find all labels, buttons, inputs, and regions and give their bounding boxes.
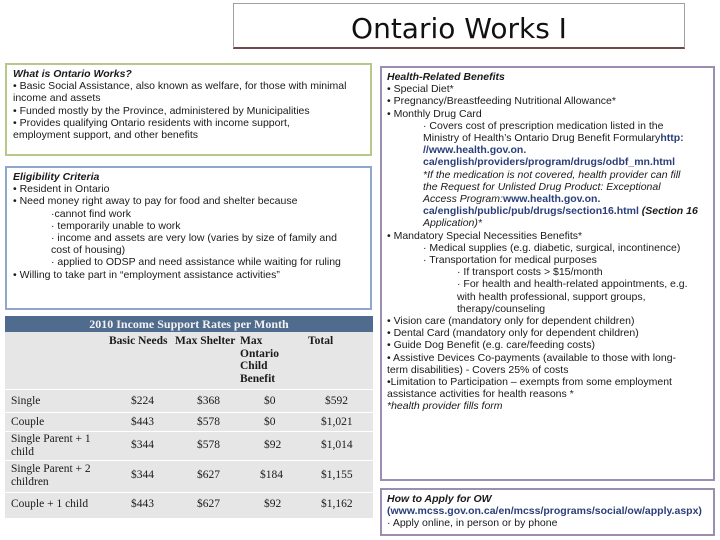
health-text: (Section 16 [638,205,698,218]
health-line [387,205,708,217]
table-cell: $368 [197,395,220,407]
what-line: • Provides qualifying Ontario residents with income support, [13,116,290,129]
what-line: income and assets [13,92,101,105]
health-text: Access Program: [423,193,503,206]
table-title: 2010 Income Support Rates per Month [5,316,373,332]
health-line [387,193,708,205]
health-line: term disabilities) - Covers 25% of costs [387,363,569,376]
eligibility-line: · applied to ODSP and need assistance while waiting for ruling [51,256,341,269]
health-text: Ministry of Health’s Ontario Drug Benefit Formulary [423,132,661,145]
table-cell: $0 [264,416,276,428]
table-cell: $578 [197,416,220,428]
row-label: Single Parent + 2 children [11,463,91,488]
eligibility-line: · income and assets are very low (varies by size of family and [51,232,337,245]
health-heading: Health-Related Benefits [387,71,505,83]
health-line: · If transport costs > $15/month [457,266,603,279]
drug-formulary-link[interactable]: //www.health.gov.on. [423,144,527,157]
row-label: Single [11,395,41,407]
table-cell: $1,021 [321,416,353,428]
title-box [233,3,685,49]
column-header: Max Ontario Child Benefit [240,335,279,385]
column-header: Basic Needs [109,335,168,347]
table-cell: $443 [131,498,154,510]
table-body [5,332,373,518]
health-line: the Request for Unlisted Drug Product: Exceptional [423,180,661,193]
row-divider [5,412,373,413]
eligibility-line: • Need money right away to pay for food and shelter because [13,195,298,208]
health-line [387,132,708,144]
eligibility-heading: Eligibility Criteria [13,171,100,183]
row-divider [5,492,373,493]
health-line: • Monthly Drug Card [387,107,482,120]
table-cell: $443 [131,416,154,428]
what-is-ow-box [5,63,372,156]
drug-formulary-link[interactable]: http: [660,132,684,145]
health-line: • Dental Card (mandatory only for dependent children) [387,327,639,340]
health-line: · Covers cost of prescription medication listed in the [423,119,664,132]
health-line: · Transportation for medical purposes [423,254,597,267]
health-line: · For health and health-related appointments, e.g. [457,278,688,291]
what-line: • Basic Social Assistance, also known as welfare, for those with minimal [13,80,347,93]
what-line: employment support, and other benefits [13,129,199,142]
eligibility-line: · temporarily unable to work [51,219,181,232]
table-cell: $0 [264,395,276,407]
what-heading: What is Ontario Works? [13,68,132,80]
income-support-table [5,316,373,518]
health-line: •Limitation to Participation – exempts from some employment [387,376,672,389]
health-line: • Mandatory Special Necessities Benefits* [387,229,583,242]
section16-link[interactable]: ca/english/public/pub/drugs/section16.html [423,205,639,218]
health-line: • Guide Dog Benefit (e.g. care/feeding costs) [387,339,595,352]
table-cell: $1,162 [321,498,353,510]
table-cell: $92 [264,498,282,510]
table-cell: $184 [260,469,283,481]
health-line: assistance activities for health reasons * [387,388,574,401]
row-label: Single Parent + 1 child [11,433,91,458]
eligibility-line: • Willing to take part in “employment assistance activities” [13,268,280,281]
page-title: Ontario Works I [351,12,567,45]
health-line: • Special Diet* [387,83,454,96]
eligibility-line: ·cannot find work [51,207,131,220]
health-line: · Medical supplies (e.g. diabetic, surgical, incontinence) [423,241,681,254]
row-divider [5,460,373,461]
eligibility-line: • Resident in Ontario [13,183,110,196]
column-header: Max Shelter [175,335,236,347]
health-line: *health provider fills form [387,400,503,413]
row-divider [5,431,373,432]
how-to-apply-box [380,488,715,536]
apply-heading: How to Apply for OW [387,493,492,505]
health-line: Application)* [423,217,482,230]
table-cell: $627 [197,469,220,481]
table-cell: $92 [264,439,282,451]
row-label: Couple [11,416,45,428]
row-divider [5,389,373,390]
table-cell: $344 [131,469,154,481]
health-line: • Vision care (mandatory only for dependent children) [387,315,635,328]
what-line: • Funded mostly by the Province, administered by Municipalities [13,104,310,117]
row-label: Couple + 1 child [11,498,89,510]
apply-line: · Apply online, in person or by phone [387,517,558,530]
health-benefits-box [380,66,715,481]
health-line: *If the medication is not covered, health provider can fill [423,168,681,181]
eligibility-box [5,166,372,310]
table-cell: $627 [197,498,220,510]
table-cell: $224 [131,395,154,407]
section16-link[interactable]: www.health.gov.on. [502,193,601,206]
health-line: with health professional, support groups, [457,290,646,303]
health-line: therapy/counseling [457,302,546,315]
table-cell: $592 [325,395,348,407]
drug-formulary-link[interactable]: ca/english/providers/program/drugs/odbf_mn.html [423,156,676,169]
column-header: Total [308,335,334,347]
table-cell: $1,155 [321,469,353,481]
table-cell: $578 [197,439,220,451]
health-line: • Pregnancy/Breastfeeding Nutritional Allowance* [387,95,616,108]
table-cell: $344 [131,439,154,451]
apply-link[interactable]: (www.mcss.gov.on.ca/en/mcss/programs/social/ow/apply.aspx) [387,505,702,518]
health-line: • Assistive Devices Co-payments (available to those with long- [387,351,677,364]
table-cell: $1,014 [321,439,353,451]
eligibility-line: cost of housing) [51,244,126,257]
